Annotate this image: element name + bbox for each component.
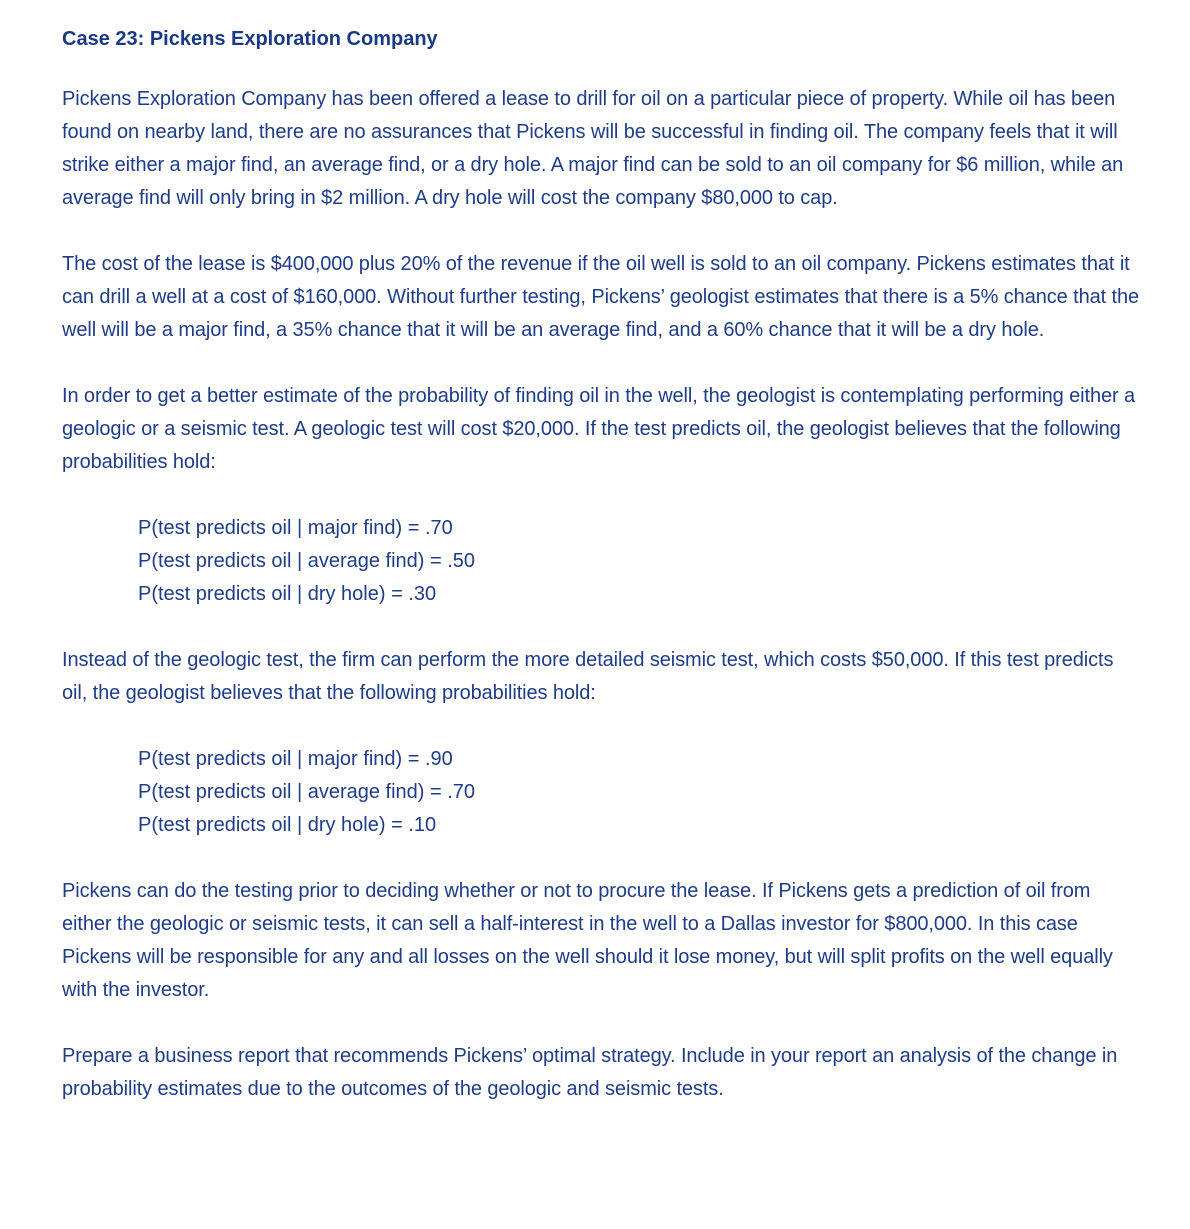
- case-title: Case 23: Pickens Exploration Company: [62, 28, 438, 50]
- seismic-prob-major: P(test predicts oil | major find) = .90: [138, 748, 453, 770]
- geologic-prob-dry: P(test predicts oil | dry hole) = .30: [138, 583, 437, 605]
- paragraph-lease-cost: The cost of the lease is $400,000 plus 20% of the revenue if the oil well is sold to an oil company. Pickens estimates that it can drill a well at a cost of $160,000. Without further testing, Pickens’ geologist estimates that there is a 5% chance that the well will be a major find, a 35% chance that it will be an average find, and a 60% chance that it will be a dry hole.: [62, 253, 1140, 341]
- geologic-prob-major: P(test predicts oil | major find) = .70: [138, 517, 453, 539]
- geologic-prob-average: P(test predicts oil | average find) = .50: [138, 550, 476, 572]
- seismic-prob-average: P(test predicts oil | average find) = .70: [138, 781, 476, 803]
- seismic-probability-list: [138, 743, 1142, 842]
- paragraph-report-task: Prepare a business report that recommends Pickens’ optimal strategy. Include in your report an analysis of the change in probability estimates due to the outcomes of the geologic and seismic tests.: [62, 1045, 1118, 1100]
- paragraph-seismic-test: Instead of the geologic test, the firm can perform the more detailed seismic test, which costs $50,000. If this test predicts oil, the geologist believes that the following probabilities hold:: [62, 649, 1114, 704]
- seismic-prob-dry: P(test predicts oil | dry hole) = .10: [138, 814, 437, 836]
- case-document: [62, 24, 1142, 1139]
- geologic-probability-list: [138, 512, 1142, 611]
- paragraph-half-interest: Pickens can do the testing prior to deciding whether or not to procure the lease. If Pickens gets a prediction of oil from either the geologic or seismic tests, it can sell a half-interest in the well to a Dallas investor for $800,000. In this case Pickens will be responsible for any and all losses on the well should it lose money, but will split profits on the well equally with the investor.: [62, 880, 1113, 1001]
- paragraph-geologic-test: In order to get a better estimate of the probability of finding oil in the well, the geologist is contemplating performing either a geologic or a seismic test. A geologic test will cost $20,000. If the test predicts oil, the geologist believes that the following probabilities hold:: [62, 385, 1136, 473]
- paragraph-intro: Pickens Exploration Company has been offered a lease to drill for oil on a particular piece of property. While oil has been found on nearby land, there are no assurances that Pickens will be successful in finding oil. The company feels that it will strike either a major find, an average find, or a dry hole. A major find can be sold to an oil company for $6 million, while an average find will only bring in $2 million. A dry hole will cost the company $80,000 to cap.: [62, 88, 1124, 209]
